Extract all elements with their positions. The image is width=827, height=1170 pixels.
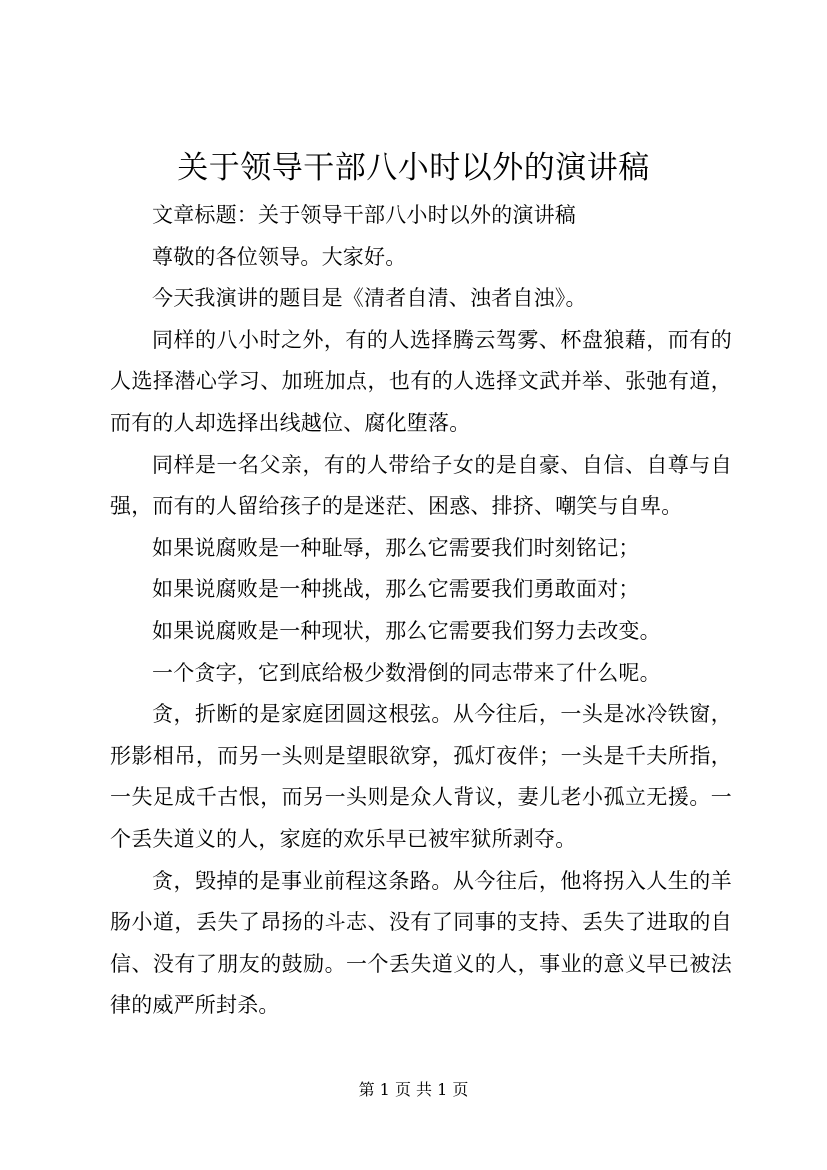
document-title: 关于领导干部八小时以外的演讲稿: [177, 150, 650, 186]
paragraph-greeting: 尊敬的各位领导。大家好。: [152, 244, 407, 269]
paragraph-if-status: 如果说腐败是一种现状，那么它需要我们努力去改变。: [152, 618, 661, 643]
paragraph-if-challenge: 如果说腐败是一种挑战，那么它需要我们勇敢面对；: [152, 577, 640, 602]
paragraph-article-title: 文章标题：关于领导干部八小时以外的演讲稿: [152, 203, 576, 227]
paragraph-outside-hours: 同样的八小时之外，有的人选择腾云驾雾、杯盘狼藉，而有的人选择潜心学习、加班加点，也有的人选择文武并举、张弛有道，而有的人却选择出线越位、腐化堕落。: [110, 327, 732, 435]
page-footer: 第 1 页 共 1 页: [358, 1080, 469, 1099]
paragraph-topic: 今天我演讲的题目是《清者自清、浊者自浊》。: [152, 286, 587, 311]
paragraph-if-shame: 如果说腐败是一种耻辱，那么它需要我们时刻铭记；: [152, 535, 640, 560]
paragraph-greed-career: 贪，毁掉的是事业前程这条路。从今往后，他将拐入人生的羊肠小道，丢失了昂扬的斗志、没有了同事的支持、丢失了进取的自信、没有了朋友的鼓励。一个丢失道义的人，事业的意义早已被法律的威严所封杀。: [110, 868, 732, 1018]
paragraph-greed-question: 一个贪字，它到底给极少数滑倒的同志带来了什么呢。: [152, 660, 661, 685]
paragraph-father: 同样是一名父亲，有的人带给子女的是自豪、自信、自尊与自强，而有的人留给孩子的是迷茫、困惑、排挤、嘲笑与自卑。: [110, 452, 732, 519]
document-body: [110, 195, 732, 1027]
paragraph-greed-family: 贪，折断的是家庭团圆这根弦。从今往后，一头是冰冷铁窗，形影相吊，而另一头则是望眼欲穿，孤灯夜伴；一头是千夫所指，一失足成千古恨，而另一头则是众人背议，妻儿老小孤立无援。一个丢失道义的人，家庭的欢乐早已被牢狱所剥夺。: [110, 702, 732, 851]
